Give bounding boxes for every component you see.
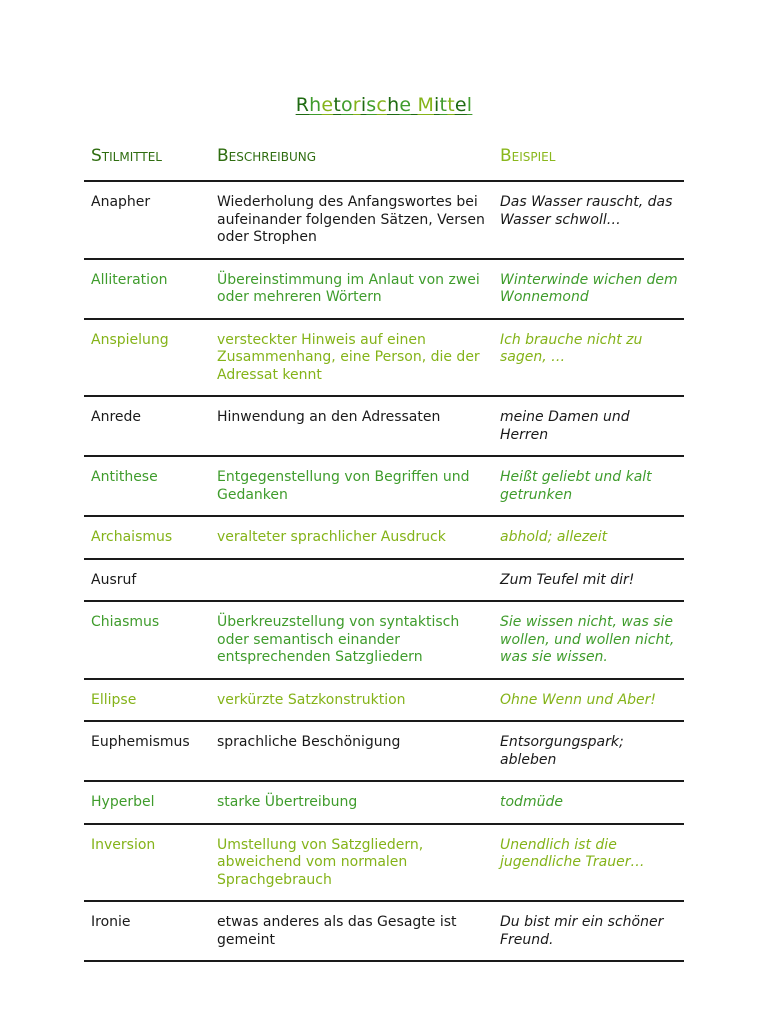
- cell-term: Hyperbel: [84, 781, 210, 824]
- cell-description: Wiederholung des Anfangswortes bei aufeinander folgenden Sätzen, Versen oder Strophen: [210, 181, 493, 259]
- title-letter: e: [454, 94, 467, 116]
- cell-description: Umstellung von Satzgliedern, abweichend vom normalen Sprachgebrauch: [210, 824, 493, 902]
- title-letter: o: [340, 94, 353, 116]
- header-stilmittel: Stilmittel: [84, 138, 210, 181]
- title-letter: t: [447, 94, 455, 116]
- table-row: [84, 824, 684, 902]
- cell-term: Inversion: [84, 824, 210, 902]
- cell-example: Winterwinde wichen dem Wonnemond: [493, 259, 684, 319]
- cell-term: Archaismus: [84, 516, 210, 559]
- cell-example: todmüde: [493, 781, 684, 824]
- title-letter: e: [399, 94, 412, 116]
- cell-term: Antithese: [84, 456, 210, 516]
- cell-description: starke Übertreibung: [210, 781, 493, 824]
- table-row: [84, 721, 684, 781]
- cell-example: meine Damen und Herren: [493, 396, 684, 456]
- title-letter: M: [417, 94, 435, 116]
- page-title: [0, 92, 768, 118]
- cell-term: Ellipse: [84, 679, 210, 722]
- cell-example: Ohne Wenn und Aber!: [493, 679, 684, 722]
- cell-term: Ausruf: [84, 559, 210, 602]
- title-letter: e: [321, 94, 334, 116]
- cell-example: Zum Teufel mit dir!: [493, 559, 684, 602]
- cell-example: Sie wissen nicht, was sie wollen, und wollen nicht, was sie wissen.: [493, 601, 684, 679]
- title-letter: i: [434, 94, 440, 116]
- cell-term: Ironie: [84, 901, 210, 961]
- header-beispiel: Beispiel: [493, 138, 684, 181]
- title-text: [296, 94, 472, 116]
- cell-term: Chiasmus: [84, 601, 210, 679]
- cell-example: Das Wasser rauscht, das Wasser schwoll…: [493, 181, 684, 259]
- cell-example: Unendlich ist die jugendliche Trauer…: [493, 824, 684, 902]
- stilmittel-table: [84, 138, 684, 962]
- title-letter: s: [366, 94, 377, 116]
- cell-example: Heißt geliebt und kalt getrunken: [493, 456, 684, 516]
- cell-description: versteckter Hinweis auf einen Zusammenhang, eine Person, die der Adressat kennt: [210, 319, 493, 397]
- cell-term: Anapher: [84, 181, 210, 259]
- cell-description: etwas anderes als das Gesagte ist gemeint: [210, 901, 493, 961]
- title-letter: l: [466, 94, 473, 116]
- table-row: [84, 259, 684, 319]
- cell-example: abhold; allezeit: [493, 516, 684, 559]
- cell-description: Entgegenstellung von Begriffen und Gedanken: [210, 456, 493, 516]
- cell-description: Übereinstimmung im Anlaut von zwei oder mehreren Wörtern: [210, 259, 493, 319]
- table-row: [84, 679, 684, 722]
- cell-description: veralteter sprachlicher Ausdruck: [210, 516, 493, 559]
- cell-term: Euphemismus: [84, 721, 210, 781]
- cell-example: Entsorgungspark; ableben: [493, 721, 684, 781]
- table-row: [84, 396, 684, 456]
- table-header-row: [84, 138, 684, 181]
- table-row: [84, 559, 684, 602]
- table-row: [84, 516, 684, 559]
- table-row: [84, 781, 684, 824]
- cell-description: Hinwendung an den Adressaten: [210, 396, 493, 456]
- table-row: [84, 901, 684, 961]
- cell-description: [210, 559, 493, 602]
- table-row: [84, 319, 684, 397]
- title-letter: i: [360, 94, 367, 116]
- cell-example: Du bist mir ein schöner Freund.: [493, 901, 684, 961]
- title-letter: c: [376, 94, 388, 116]
- table-row: [84, 601, 684, 679]
- title-letter: t: [439, 94, 448, 116]
- table-row: [84, 456, 684, 516]
- title-letter: r: [352, 94, 361, 116]
- title-letter: R: [295, 94, 310, 116]
- cell-example: Ich brauche nicht zu sagen, …: [493, 319, 684, 397]
- table-row: [84, 181, 684, 259]
- cell-description: sprachliche Beschönigung: [210, 721, 493, 781]
- title-letter: h: [309, 94, 322, 116]
- title-letter: h: [387, 94, 400, 116]
- cell-term: Anspielung: [84, 319, 210, 397]
- header-beschreibung: Beschreibung: [210, 138, 493, 181]
- title-letter: t: [333, 94, 341, 116]
- cell-term: Alliteration: [84, 259, 210, 319]
- cell-description: verkürzte Satzkonstruktion: [210, 679, 493, 722]
- cell-description: Überkreuzstellung von syntaktisch oder semantisch einander entsprechenden Satzgliedern: [210, 601, 493, 679]
- cell-term: Anrede: [84, 396, 210, 456]
